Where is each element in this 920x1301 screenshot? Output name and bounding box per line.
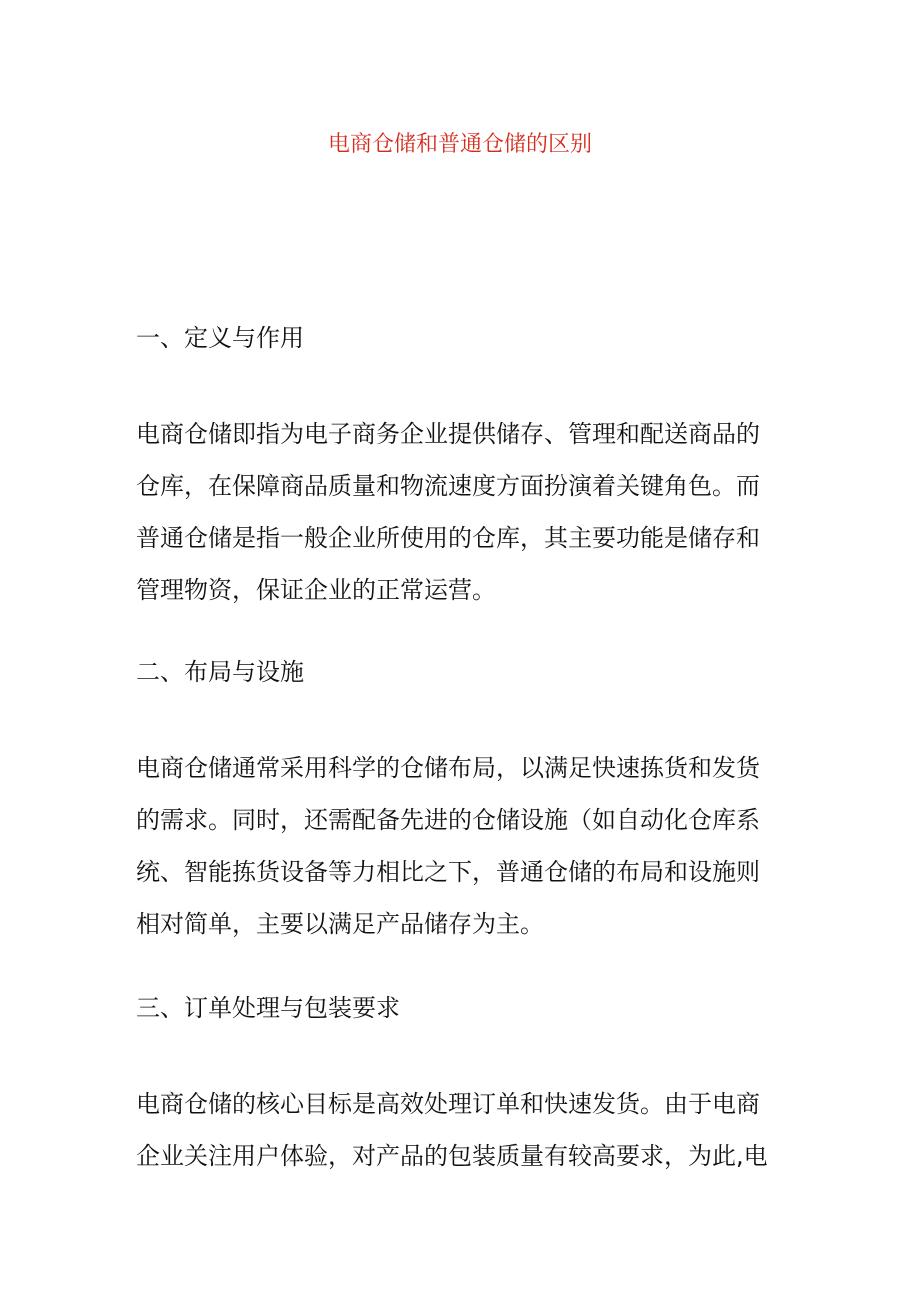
paragraph-line: 电商仓储通常采用科学的仓储布局，以满足快速拣货和发货 <box>136 754 760 782</box>
section-paragraph-definition <box>136 408 796 616</box>
paragraph-line: 电商仓储即指为电子商务企业提供储存、管理和配送商品的 <box>136 420 760 448</box>
paragraph-line: 企业关注用户体验，对产品的包装质量有较高要求，为此,电 <box>136 1142 768 1170</box>
paragraph-line: 普通仓储是指一般企业所使用的仓库，其主要功能是储存和 <box>136 524 760 552</box>
paragraph-line: 管理物资，保证企业的正常运营。 <box>136 576 496 604</box>
paragraph-line: 相对简单，主要以满足产品储存为主。 <box>136 910 544 938</box>
paragraph-line: 统、智能拣货设备等力相比之下，普通仓储的布局和设施则 <box>136 858 760 886</box>
paragraph-line: 的需求。同时，还需配备先进的仓储设施（如自动化仓库系 <box>136 806 760 834</box>
section-heading-orders: 三、订单处理与包装要求 <box>136 994 400 1022</box>
section-paragraph-orders <box>136 1078 796 1182</box>
document-title: 电商仓储和普通仓储的区别 <box>327 132 592 157</box>
paragraph-line: 电商仓储的核心目标是高效处理订单和快速发货。由于电商 <box>136 1090 760 1118</box>
section-heading-layout: 二、布局与设施 <box>136 658 304 686</box>
section-paragraph-layout <box>136 742 796 950</box>
section-heading-definition: 一、定义与作用 <box>136 324 304 352</box>
paragraph-line: 仓库，在保障商品质量和物流速度方面扮演着关键角色。而 <box>136 472 760 500</box>
